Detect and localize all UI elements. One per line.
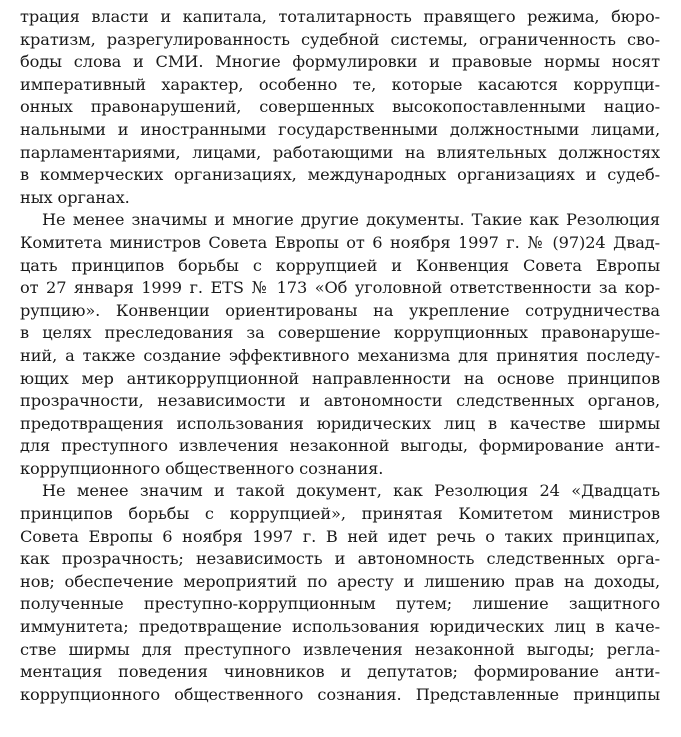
text-line: Не менее значим и такой документ, как Резолюция 24 «Двадцать [42, 481, 660, 501]
text-line: онных правонарушений, совершенных высокопоставленными нацио- [20, 97, 660, 117]
text-line: боды слова и СМИ. Многие формулировки и правовые нормы носят [20, 52, 660, 72]
text-line: прозрачности, независимости и автономности следственных органов, [20, 391, 660, 411]
text-line: полученные преступно-коррупционным путем; лишение защитного [20, 594, 660, 614]
text-line: ментация поведения чиновников и депутатов; формирование анти- [20, 662, 660, 682]
text-line: парламентариями, лицами, работающими на влиятельных должностях [20, 142, 660, 162]
text-line: от 27 января 1999 г. ETS № 173 «Об уголовной ответственности за кор- [20, 278, 660, 298]
text-line: цать принципов борьбы с коррупцией и Конвенция Совета Европы [20, 255, 660, 275]
text-line: для преступного извлечения незаконной выгоды, формирование анти- [20, 436, 660, 456]
text-line: Совета Европы 6 ноября 1997 г. В ней идет речь о таких принципах, [20, 526, 660, 546]
text-line: как прозрачность; независимость и автономность следственных орга- [20, 549, 660, 569]
body-text [20, 6, 660, 706]
text-line: ных органах. [20, 187, 130, 207]
text-line: Комитета министров Совета Европы от 6 ноября 1997 г. № (97)24 Двад- [20, 232, 660, 252]
text-line: стве ширмы для преступного извлечения незаконной выгоды; регла- [20, 639, 660, 659]
text-line: нальными и иностранными государственными должностными лицами, [20, 119, 660, 139]
text-line: коррупционного общественного сознания. Представленные принципы [20, 684, 660, 704]
text-line: принципов борьбы с коррупцией», принятая Комитетом министров [20, 504, 660, 524]
text-line: нов; обеспечение мероприятий по аресту и лишению прав на доходы, [20, 571, 660, 591]
text-line: предотвращения использования юридических лиц в качестве ширмы [20, 413, 660, 433]
text-line: ющих мер антикоррупционной направленности на основе принципов [20, 368, 660, 388]
text-line: кратизм, разрегулированность судебной системы, ограниченность сво- [20, 29, 660, 49]
text-line: рупцию». Конвенции ориентированы на укрепление сотрудничества [20, 300, 660, 320]
text-line: ний, а также создание эффективного механизма для принятия последу- [20, 345, 660, 365]
text-line: в целях преследования за совершение коррупционных правонаруше- [20, 323, 660, 343]
text-line: Не менее значимы и многие другие документы. Такие как Резолюция [42, 210, 660, 230]
text-line: коррупционного общественного сознания. [20, 458, 384, 478]
text-line: иммунитета; предотвращение использования юридических лиц в каче- [20, 617, 660, 637]
text-line: трация власти и капитала, тоталитарность правящего режима, бюро- [20, 7, 660, 26]
text-line: императивный характер, особенно те, которые касаются коррупци- [20, 74, 660, 94]
text-line: в коммерческих организациях, международных организациях и судеб- [20, 165, 660, 185]
